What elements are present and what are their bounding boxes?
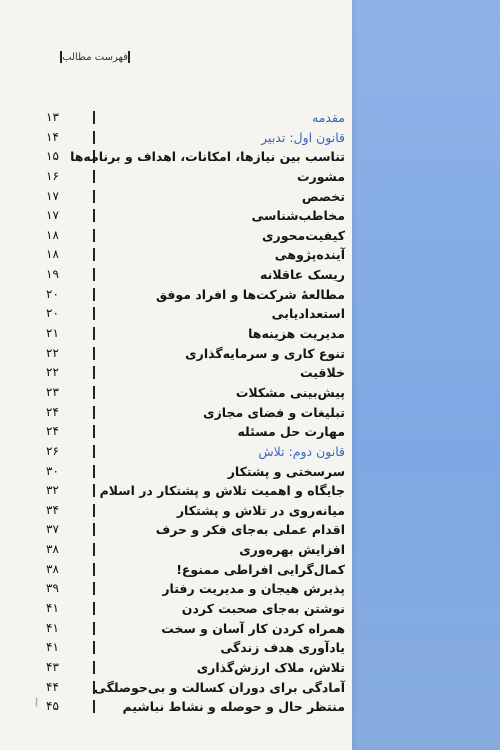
- toc-page-number: ۴۵: [46, 699, 59, 714]
- toc-page-number: ۲۶: [46, 443, 59, 458]
- toc-list: [0, 108, 352, 717]
- toc-entry-title: کیفیت‌محوری: [262, 227, 345, 243]
- toc-row: [0, 383, 352, 403]
- toc-row: [0, 324, 352, 344]
- toc-entry-title: تخصص: [301, 188, 345, 204]
- toc-separator: [93, 288, 95, 301]
- toc-entry-title: تنوع کاری و سرمایه‌گذاری: [185, 345, 345, 361]
- toc-separator: [93, 484, 95, 497]
- toc-row: [0, 599, 352, 619]
- toc-separator: [93, 445, 95, 458]
- toc-separator: [93, 307, 95, 320]
- toc-page-number: ۲۲: [46, 345, 59, 360]
- toc-entry-title: همراه کردن کار آسان و سخت: [161, 620, 345, 636]
- toc-separator: [93, 622, 95, 635]
- toc-page-number: ۳۰: [46, 463, 59, 478]
- toc-separator: [93, 661, 95, 674]
- running-header-title: فهرست مطالب: [62, 51, 128, 63]
- toc-separator: [93, 366, 95, 379]
- margin-shadow: [352, 0, 358, 750]
- toc-separator: [93, 425, 95, 438]
- toc-entry-title: کمال‌گرایی افراطی ممنوع!: [176, 561, 345, 577]
- toc-separator: [93, 268, 95, 281]
- toc-entry-title: خلاقیت: [299, 365, 345, 381]
- toc-page-number: ۴۴: [46, 679, 59, 694]
- toc-page-number: ۱۸: [46, 227, 59, 242]
- toc-page-number: ۳۲: [46, 483, 59, 498]
- toc-row: [0, 363, 352, 383]
- toc-row: [0, 403, 352, 423]
- toc-row: [0, 304, 352, 324]
- toc-page-number: ۱۹: [46, 267, 59, 282]
- toc-row: [0, 501, 352, 521]
- toc-page-number: ۳۹: [46, 581, 59, 596]
- toc-separator: [93, 543, 95, 556]
- page-mark-icon: ~: [27, 696, 44, 708]
- toc-entry-title: منتظر حال و حوصله و نشاط نباشیم: [122, 699, 345, 715]
- toc-entry-title: تبلیغات و فضای مجازی: [203, 404, 345, 420]
- toc-page-number: ۱۷: [46, 208, 59, 223]
- toc-entry-title: اقدام عملی به‌جای فکر و حرف: [155, 522, 345, 538]
- toc-entry-title: استعدادیابی: [271, 306, 345, 322]
- toc-entry-title: آینده‌پژوهی: [274, 247, 345, 263]
- toc-separator: [93, 406, 95, 419]
- toc-row: [0, 344, 352, 364]
- toc-page-number: ۴۱: [46, 640, 59, 655]
- toc-entry-title: سرسختی و پشتکار: [227, 463, 345, 479]
- toc-page-number: ۲۰: [46, 306, 59, 321]
- toc-page-number: ۱۳: [46, 110, 59, 124]
- toc-page-number: ۱۷: [46, 188, 59, 203]
- toc-separator: [93, 170, 95, 183]
- toc-section-title: قانون دوم: تلاش: [258, 443, 345, 459]
- toc-entry-title: یادآوری هدف زندگی: [220, 640, 345, 656]
- toc-page-number: ۲۳: [46, 384, 59, 399]
- toc-page-number: ۱۵: [46, 149, 59, 164]
- toc-page-number: ۴۳: [46, 659, 59, 674]
- toc-entry-title: مطالعهٔ شرکت‌ها و افراد موفق: [155, 286, 345, 302]
- toc-row: [0, 520, 352, 540]
- toc-row: [0, 658, 352, 678]
- toc-page-number: ۳۷: [46, 522, 59, 537]
- toc-page-number: ۱۴: [46, 129, 59, 144]
- toc-page-number: ۴۱: [46, 620, 59, 635]
- toc-row: [0, 678, 352, 698]
- toc-page-number: ۲۴: [46, 424, 59, 439]
- blue-margin: [352, 0, 500, 750]
- toc-row: [0, 560, 352, 580]
- toc-separator: [93, 700, 95, 713]
- toc-entry-title: پذیرش هیجان و مدیریت رفتار: [162, 581, 345, 597]
- toc-row: [0, 462, 352, 482]
- toc-row: [0, 442, 352, 462]
- toc-entry-title: تلاش، ملاک ارزش‌گذاری: [196, 659, 345, 675]
- toc-separator: [93, 248, 95, 261]
- toc-row: [0, 697, 352, 717]
- toc-separator: [93, 190, 95, 203]
- toc-separator: [93, 111, 95, 124]
- toc-separator: [93, 386, 95, 399]
- toc-row: [0, 206, 352, 226]
- toc-entry-title: آمادگی برای دوران کسالت و بی‌حوصلگی: [93, 679, 345, 695]
- toc-page-number: ۱۸: [46, 247, 59, 262]
- toc-row: [0, 265, 352, 285]
- toc-entry-title: مخاطب‌شناسی: [251, 208, 345, 224]
- toc-page-number: ۲۴: [46, 404, 59, 419]
- header-right-bar: [128, 51, 130, 63]
- toc-row: [0, 245, 352, 265]
- toc-entry-title: مدیریت هزینه‌ها: [248, 326, 345, 342]
- toc-row: [0, 108, 352, 128]
- toc-separator: [93, 347, 95, 360]
- toc-separator: [93, 229, 95, 242]
- toc-entry-title: افزایش بهره‌وری: [239, 542, 345, 558]
- toc-row: [0, 167, 352, 187]
- toc-separator: [93, 131, 95, 144]
- toc-row: [0, 147, 352, 167]
- toc-separator: [93, 327, 95, 340]
- toc-page-number: ۲۱: [46, 326, 59, 341]
- toc-separator: [93, 602, 95, 615]
- toc-separator: [93, 641, 95, 654]
- toc-entry-title: تناسب بین نیازها، امکانات، اهداف و برنامه‌ها: [70, 149, 345, 165]
- toc-section-title: مقدمه: [312, 110, 345, 125]
- toc-separator: [93, 465, 95, 478]
- toc-entry-title: میانه‌روی در تلاش و پشتکار: [176, 502, 345, 518]
- toc-page-number: ۴۱: [46, 601, 59, 616]
- toc-separator: [93, 582, 95, 595]
- toc-section-title: قانون اول: تدبیر: [261, 129, 345, 145]
- toc-entry-title: مشورت: [296, 168, 345, 184]
- toc-separator: [93, 523, 95, 536]
- toc-page-number: ۲۲: [46, 365, 59, 380]
- toc-row: [0, 285, 352, 305]
- toc-row: [0, 481, 352, 501]
- toc-row: [0, 128, 352, 148]
- toc-entry-title: مهارت حل مسئله: [237, 424, 345, 440]
- toc-row: [0, 187, 352, 207]
- toc-entry-title: پیش‌بینی مشکلات: [235, 384, 345, 400]
- toc-page-number: ۲۰: [46, 286, 59, 301]
- toc-row: [0, 638, 352, 658]
- toc-page-number: ۳۴: [46, 502, 59, 517]
- toc-entry-title: جایگاه و اهمیت تلاش و پشتکار در اسلام: [99, 483, 345, 499]
- toc-row: [0, 226, 352, 246]
- toc-separator: [93, 563, 95, 576]
- toc-entry-title: ریسک عاقلانه: [260, 267, 345, 283]
- toc-separator: [93, 504, 95, 517]
- toc-row: [0, 540, 352, 560]
- toc-page-number: ۱۶: [46, 168, 59, 183]
- toc-page-number: ۳۸: [46, 542, 59, 557]
- toc-row: [0, 579, 352, 599]
- toc-row: [0, 422, 352, 442]
- toc-page-number: ۳۸: [46, 561, 59, 576]
- running-header: [60, 47, 130, 67]
- toc-entry-title: نوشتن به‌جای صحبت کردن: [181, 601, 345, 617]
- toc-separator: [93, 209, 95, 222]
- toc-row: [0, 619, 352, 639]
